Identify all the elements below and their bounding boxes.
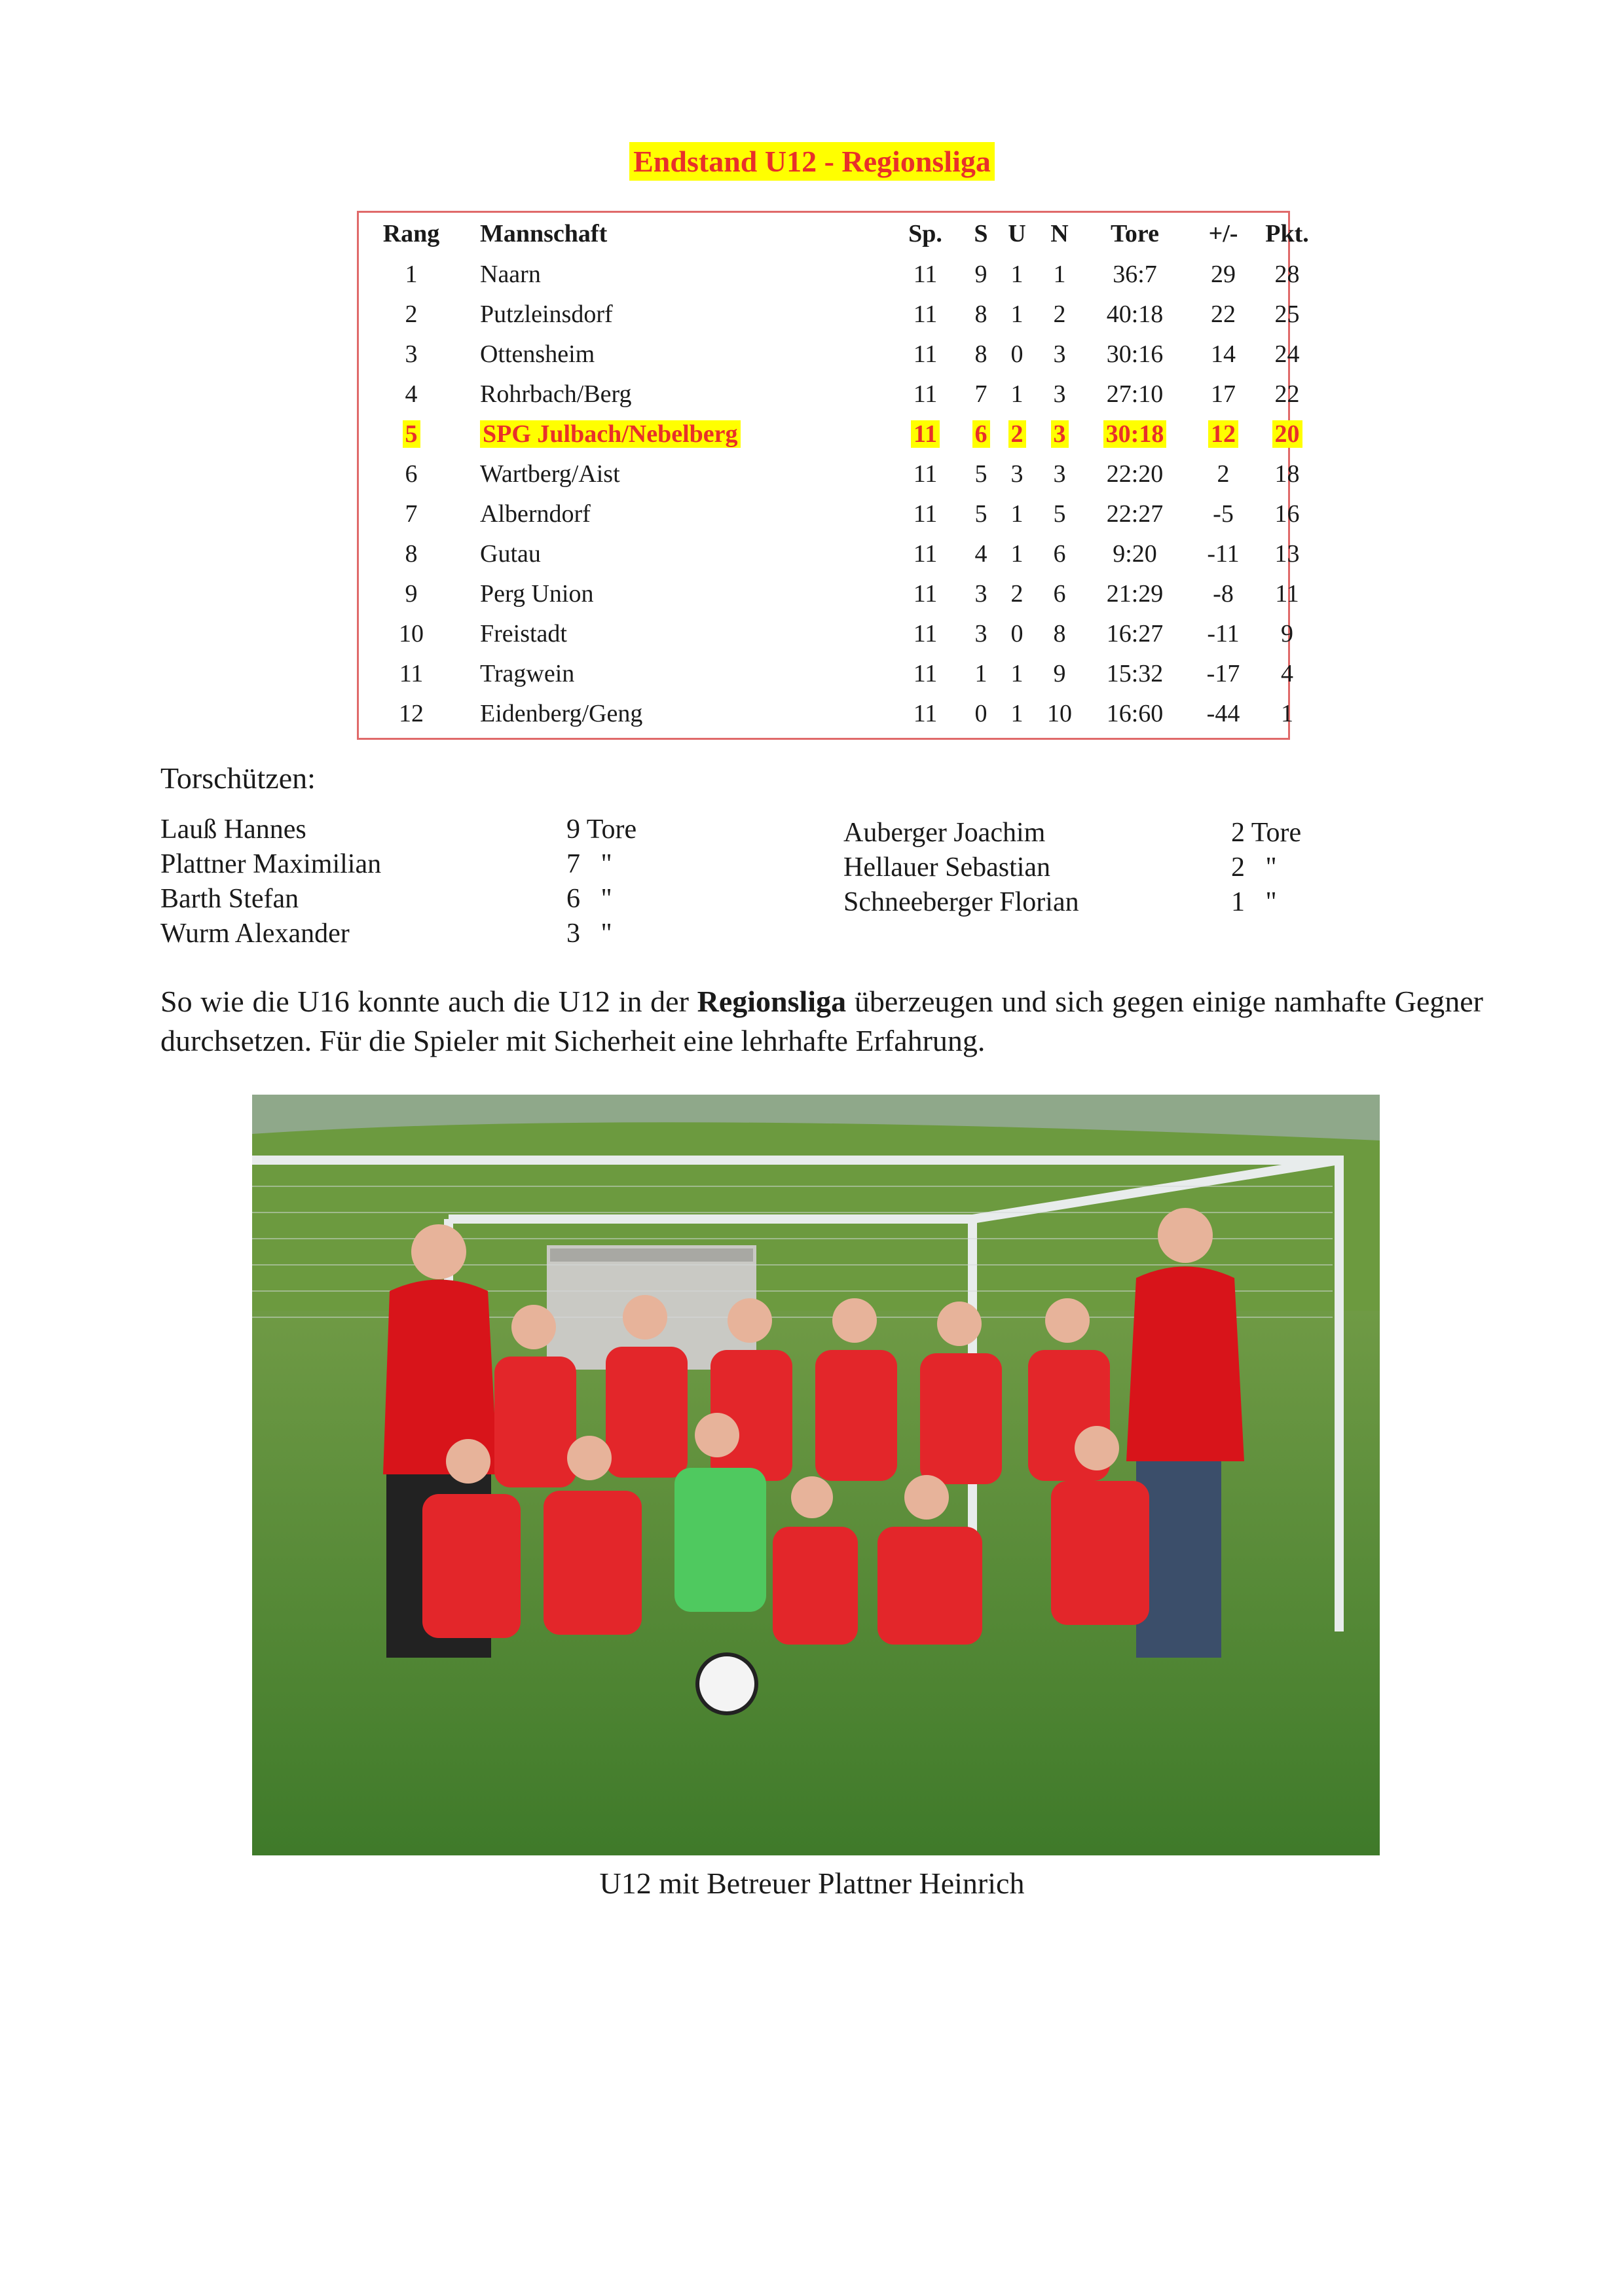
cell-u: 1: [1010, 660, 1024, 687]
scorer-goals: 1 ": [1231, 887, 1277, 917]
header-team: Mannschaft: [480, 220, 608, 247]
cell-team: Naarn: [480, 261, 541, 288]
scorers-title: Torschützen:: [160, 761, 316, 795]
cell-sp: 11: [913, 380, 938, 408]
cell-s: 6: [948, 420, 1014, 448]
cell-tore: 30:18: [1063, 420, 1207, 448]
standings-table: [357, 211, 1309, 740]
cell-diff: 14: [1211, 340, 1236, 368]
scorer-goals: 9 Tore: [566, 814, 637, 845]
cell-tore: 15:32: [1106, 660, 1164, 687]
cell-u: 1: [1010, 261, 1024, 288]
scorer-goals: 7 ": [566, 849, 612, 879]
cell-sp: 11: [913, 700, 938, 727]
cell-team: Eidenberg/Geng: [480, 700, 643, 727]
cell-pkt: 4: [1281, 660, 1293, 687]
cell-rang: 2: [405, 301, 418, 328]
header-s: S: [974, 220, 988, 247]
cell-s: 8: [974, 340, 987, 368]
table-row: [359, 539, 1300, 579]
cell-sp: 11: [913, 620, 938, 647]
header-u: U: [1008, 220, 1026, 247]
cell-team: SPG Julbach/Nebelberg: [480, 420, 741, 448]
summary-paragraph: So wie die U16 konnte auch die U12 in der Regionsliga überzeugen und sich gegen einige namhafte Gegner durchsetzen. Für die Spieler mit Sicherheit eine lehrhafte Erfahrung.: [160, 985, 1483, 1057]
header-tore: Tore: [1111, 220, 1159, 247]
cell-s: 1: [974, 660, 987, 687]
cell-s: 9: [974, 261, 987, 288]
cell-pkt: 9: [1281, 620, 1293, 647]
cell-u: 2: [1010, 580, 1024, 608]
cell-tore: 16:27: [1106, 620, 1164, 647]
cell-team: Gutau: [480, 540, 541, 568]
cell-diff: -5: [1213, 500, 1234, 528]
cell-diff: 17: [1211, 380, 1236, 408]
table-row: [359, 260, 1300, 299]
table-row: [359, 460, 1300, 499]
cell-n: 8: [1053, 620, 1066, 647]
cell-n: 6: [1053, 540, 1066, 568]
table-row: [359, 659, 1293, 699]
cell-sp: 11: [913, 460, 938, 488]
cell-team: Ottensheim: [480, 340, 595, 368]
header-pkt: Pkt.: [1265, 220, 1309, 247]
cell-team: Putzleinsdorf: [480, 301, 613, 328]
cell-pkt: 11: [1275, 580, 1299, 608]
cell-u: 3: [1010, 460, 1024, 488]
cell-s: 4: [974, 540, 987, 568]
cell-tore: 16:60: [1106, 700, 1164, 727]
cell-pkt: 18: [1274, 460, 1300, 488]
cell-s: 7: [974, 380, 987, 408]
scorer-goals: 2 ": [1231, 852, 1277, 883]
cell-sp: 11: [913, 500, 938, 528]
scorer-name: Plattner Maximilian: [160, 849, 382, 879]
cell-sp: 11: [913, 301, 938, 328]
cell-n: 5: [1053, 500, 1066, 528]
scorer-name: Schneeberger Florian: [843, 887, 1079, 917]
team-photo: [252, 1095, 1380, 1855]
page-title: Endstand U12 - Regionsliga: [0, 144, 1624, 179]
cell-team: Rohrbach/Berg: [480, 380, 632, 408]
table-header: [359, 219, 1309, 259]
cell-rang: 1: [405, 261, 418, 288]
cell-sp: 11: [883, 420, 968, 448]
cell-s: 3: [974, 620, 987, 647]
table-row: [359, 420, 1300, 459]
scorer-goals: 3 ": [566, 919, 612, 949]
cell-team: Perg Union: [480, 580, 594, 608]
cell-diff: -11: [1207, 620, 1240, 647]
cell-s: 3: [974, 580, 987, 608]
cell-pkt: 1: [1281, 700, 1293, 727]
table-row: [359, 500, 1300, 539]
cell-sp: 11: [913, 261, 938, 288]
cell-rang: 6: [405, 460, 418, 488]
cell-team: Tragwein: [480, 660, 575, 687]
scorer-goals: 2 Tore: [1231, 818, 1302, 848]
cell-team: Freistadt: [480, 620, 567, 647]
table-row: [359, 579, 1299, 619]
scorer-name: Auberger Joachim: [843, 818, 1046, 848]
cell-n: 3: [1053, 380, 1066, 408]
cell-tore: 22:27: [1106, 500, 1164, 528]
cell-diff: -11: [1207, 540, 1240, 568]
cell-diff: -8: [1213, 580, 1234, 608]
cell-pkt: 13: [1274, 540, 1300, 568]
cell-rang: 9: [405, 580, 418, 608]
cell-u: 0: [1010, 340, 1024, 368]
cell-n: 2: [1053, 301, 1066, 328]
cell-s: 8: [974, 301, 987, 328]
scorer-name: Hellauer Sebastian: [843, 852, 1051, 883]
cell-tore: 27:10: [1106, 380, 1164, 408]
cell-u: 1: [1010, 500, 1024, 528]
cell-u: 1: [1010, 380, 1024, 408]
cell-tore: 30:16: [1106, 340, 1164, 368]
cell-team: Wartberg/Aist: [480, 460, 620, 488]
table-row: [359, 699, 1293, 738]
cell-s: 5: [974, 460, 987, 488]
cell-pkt: 22: [1274, 380, 1300, 408]
cell-tore: 22:20: [1106, 460, 1164, 488]
team-photo-illustration: [252, 1095, 1380, 1855]
header-rang: Rang: [382, 220, 440, 247]
cell-n: 6: [1053, 580, 1066, 608]
cell-sp: 11: [913, 340, 938, 368]
cell-diff: 22: [1211, 301, 1236, 328]
cell-n: 1: [1053, 261, 1066, 288]
header-sp: Sp.: [908, 220, 942, 247]
cell-diff: -44: [1206, 700, 1240, 727]
cell-pkt: 16: [1274, 500, 1300, 528]
cell-diff: 12: [1181, 420, 1266, 448]
cell-u: 1: [1010, 301, 1024, 328]
scorer-name: Wurm Alexander: [160, 919, 350, 949]
header-n: N: [1050, 220, 1069, 247]
cell-u: 1: [1010, 540, 1024, 568]
scorer-name: Barth Stefan: [160, 884, 299, 914]
cell-diff: 2: [1217, 460, 1230, 488]
cell-n: 3: [1053, 340, 1066, 368]
cell-pkt: 24: [1274, 340, 1300, 368]
cell-tore: 40:18: [1106, 301, 1164, 328]
cell-diff: 29: [1211, 261, 1236, 288]
cell-u: 0: [1010, 620, 1024, 647]
cell-sp: 11: [913, 580, 938, 608]
cell-n: 9: [1053, 660, 1066, 687]
cell-rang: 4: [405, 380, 418, 408]
cell-sp: 11: [913, 540, 938, 568]
header-diff: +/-: [1208, 220, 1238, 247]
cell-n: 10: [1047, 700, 1072, 727]
cell-pkt: 25: [1274, 301, 1300, 328]
table-row: [359, 300, 1300, 339]
table-row: [359, 619, 1293, 659]
scorer-goals: 6 ": [566, 884, 612, 914]
cell-diff: -17: [1206, 660, 1240, 687]
photo-caption: U12 mit Betreuer Plattner Heinrich: [599, 1867, 1025, 1900]
cell-s: 5: [974, 500, 987, 528]
cell-rang: 5: [359, 420, 464, 448]
cell-rang: 8: [405, 540, 418, 568]
cell-u: 2: [984, 420, 1050, 448]
cell-team: Alberndorf: [480, 500, 591, 528]
cell-s: 0: [974, 700, 987, 727]
cell-rang: 11: [399, 660, 424, 687]
cell-pkt: 20: [1246, 420, 1328, 448]
cell-rang: 7: [405, 500, 418, 528]
table-row: [359, 340, 1300, 379]
cell-u: 1: [1010, 700, 1024, 727]
cell-rang: 10: [399, 620, 424, 647]
cell-tore: 21:29: [1106, 580, 1164, 608]
scorer-name: Lauß Hannes: [160, 814, 306, 845]
cell-tore: 36:7: [1113, 261, 1157, 288]
cell-n: 3: [1027, 420, 1092, 448]
cell-n: 3: [1053, 460, 1066, 488]
cell-rang: 12: [399, 700, 424, 727]
cell-sp: 11: [913, 660, 938, 687]
cell-rang: 3: [405, 340, 418, 368]
cell-tore: 9:20: [1113, 540, 1157, 568]
table-row: [359, 380, 1300, 419]
cell-pkt: 28: [1274, 261, 1300, 288]
